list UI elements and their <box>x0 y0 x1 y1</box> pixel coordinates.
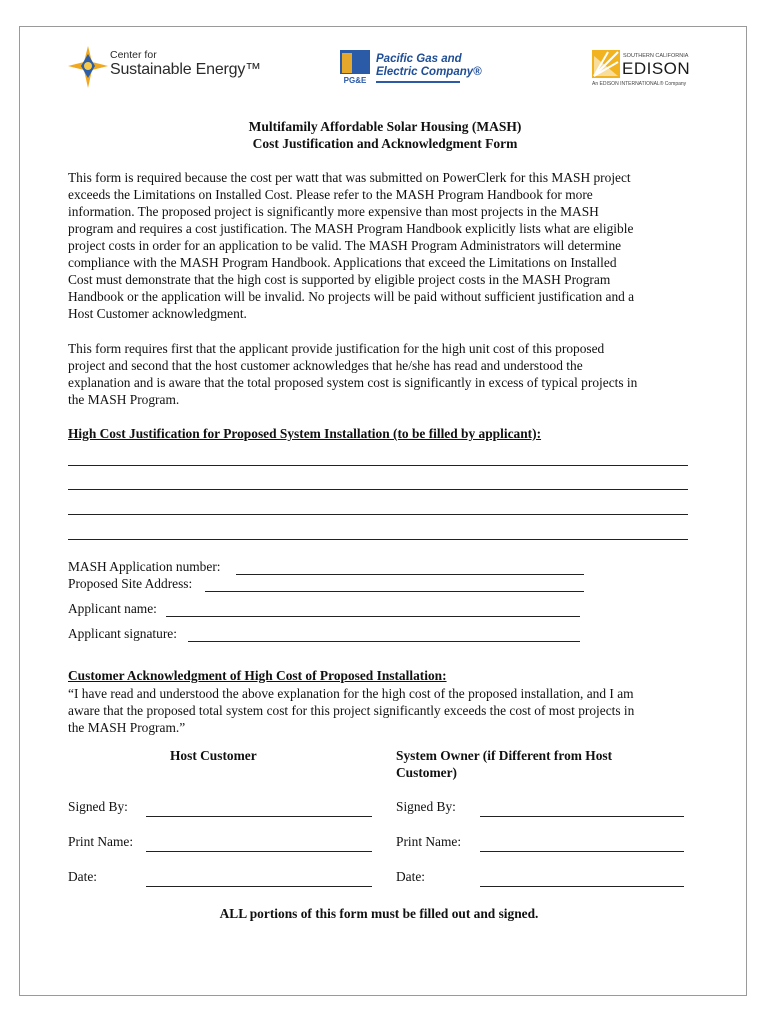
justification-line-3[interactable] <box>68 514 688 515</box>
host-customer-header: Host Customer <box>170 748 257 763</box>
intro-line: Handbook or the application will be invalid. No projects will be paid without sufficient justification and a <box>68 289 635 304</box>
host-date-field[interactable] <box>146 886 372 887</box>
pge-mark-icon <box>340 50 370 86</box>
intro-line: project costs in order for an application to be valid. The MASH Program Administrators will determine <box>68 238 622 253</box>
justification-line-2[interactable] <box>68 489 688 490</box>
sce-logo <box>592 50 692 90</box>
intro-line: compliance with the MASH Program Handbook. Applications that exceed the Limitations on Installed <box>68 255 617 270</box>
intro-line: Cost must demonstrate that the high cost is supported by eligible project costs in the MASH Program <box>68 272 611 287</box>
sce-logo-sub: An EDISON INTERNATIONAL® Company <box>592 81 687 87</box>
intro-line: Host Customer acknowledgment. <box>68 306 247 321</box>
pge-logo-line2: Electric Company® <box>376 66 482 78</box>
app-number-label: MASH Application number: <box>68 559 221 574</box>
intro-paragraph-2 <box>68 340 690 408</box>
justification-line-1[interactable] <box>68 465 688 466</box>
intro-line: This form requires first that the applicant provide justification for the high unit cost of this proposed <box>68 341 605 356</box>
intro-paragraph-1 <box>68 169 690 322</box>
host-date-label: Date: <box>68 869 97 884</box>
host-signed-by-label: Signed By: <box>68 799 128 814</box>
acknowledgment-line: the MASH Program.” <box>68 720 186 735</box>
intro-line: the MASH Program. <box>68 392 180 407</box>
intro-line: exceeds the Limitations on Installed Cost. Please refer to the MASH Program Handbook for more <box>68 187 593 202</box>
app-number-field[interactable] <box>236 574 584 575</box>
site-address-label: Proposed Site Address: <box>68 576 193 591</box>
form-title-line2: Cost Justification and Acknowledgment Form <box>252 136 518 151</box>
applicant-signature-field[interactable] <box>188 641 580 642</box>
owner-signed-by-field[interactable] <box>480 816 684 817</box>
sce-sun-icon <box>592 50 620 78</box>
acknowledgment-heading: Customer Acknowledgment of High Cost of Proposed Installation: <box>68 668 447 683</box>
intro-line: project and second that the host customer acknowledges that he/she has read and understood the <box>68 358 583 373</box>
pge-logo-line1: Pacific Gas and <box>376 53 462 65</box>
sce-logo-big: EDISON <box>622 59 691 78</box>
system-owner-header-line2: Customer) <box>396 765 457 780</box>
host-print-name-label: Print Name: <box>68 834 134 849</box>
owner-date-label: Date: <box>396 869 425 884</box>
cse-logo <box>66 44 261 90</box>
owner-signed-by-label: Signed By: <box>396 799 456 814</box>
justification-heading: High Cost Justification for Proposed System Installation (to be filled by applicant): <box>68 426 542 441</box>
intro-line: information. The proposed project is significantly more expensive than most projects in the MASH <box>68 204 599 219</box>
form-title-line1: Multifamily Affordable Solar Housing (MASH) <box>248 119 522 134</box>
cse-sun-icon <box>66 44 110 90</box>
pge-logo <box>340 50 482 88</box>
intro-line: program and requires a cost justification. The MASH Program Handbook explicitly lists what are eligible <box>68 221 634 236</box>
applicant-name-label: Applicant name: <box>68 601 157 616</box>
footer-note: ALL portions of this form must be filled out and signed. <box>219 906 539 921</box>
pge-underline <box>376 81 460 83</box>
acknowledgment-statement <box>68 685 690 736</box>
intro-line: This form is required because the cost per watt that was submitted on PowerClerk for this MASH project <box>68 170 631 185</box>
site-address-field[interactable] <box>205 591 584 592</box>
cse-logo-line1: Center for <box>110 49 157 61</box>
owner-print-name-field[interactable] <box>480 851 684 852</box>
host-signed-by-field[interactable] <box>146 816 372 817</box>
intro-line: explanation and is aware that the total proposed system cost is significantly in excess of typical projects in <box>68 375 638 390</box>
acknowledgment-line: aware that the proposed total system cost for this project significantly exceeds the cost of most projects in <box>68 703 635 718</box>
acknowledgment-line: “I have read and understood the above explanation for the high cost of the proposed installation, and I am <box>68 686 634 701</box>
owner-print-name-label: Print Name: <box>396 834 462 849</box>
system-owner-header-line1: System Owner (if Different from Host <box>396 748 613 763</box>
applicant-signature-label: Applicant signature: <box>68 626 177 641</box>
justification-line-4[interactable] <box>68 539 688 540</box>
owner-date-field[interactable] <box>480 886 684 887</box>
applicant-name-field[interactable] <box>166 616 580 617</box>
sce-logo-small: SOUTHERN CALIFORNIA <box>623 53 689 59</box>
pge-mark-text: PG&E <box>343 76 367 85</box>
host-print-name-field[interactable] <box>146 851 372 852</box>
cse-logo-line2: Sustainable Energy™ <box>110 61 261 78</box>
